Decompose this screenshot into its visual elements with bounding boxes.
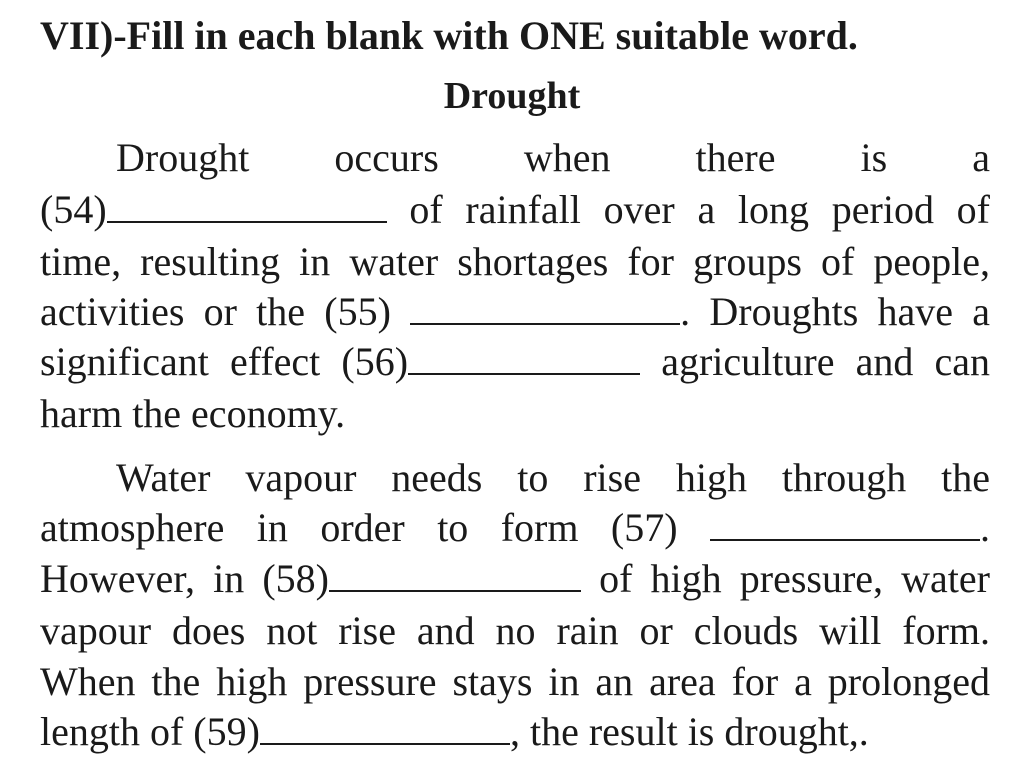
word: occurs xyxy=(334,135,439,180)
text: . Droughts have a xyxy=(680,289,990,334)
p2-line-1: Water vapour needs to rise high through the xyxy=(116,455,990,500)
word: when xyxy=(523,135,611,180)
p2-line-2 xyxy=(40,502,990,554)
text: activities or the (55) xyxy=(40,289,391,334)
p1-line-2 xyxy=(40,184,990,236)
p2-line-4: vapour does not rise and no rain or clouds will form. xyxy=(40,608,990,653)
text: atmosphere in order to form (57) xyxy=(40,505,678,550)
blank-55[interactable] xyxy=(410,289,680,325)
text: , the result is drought,. xyxy=(509,709,869,754)
blank-58[interactable] xyxy=(329,556,581,592)
p2-line-3 xyxy=(40,553,990,605)
text: length of (59) xyxy=(40,709,260,754)
word: there xyxy=(695,135,776,180)
word: Drought xyxy=(116,135,250,180)
p1-line-4 xyxy=(40,286,990,338)
blank-54[interactable] xyxy=(107,187,387,223)
passage-title: Drought xyxy=(443,75,581,117)
word: is xyxy=(860,135,888,180)
p1-line-3: time, resulting in water shortages for groups of people, xyxy=(40,239,990,284)
text: significant effect (56) xyxy=(40,339,409,384)
text: . xyxy=(980,505,991,550)
blank-number-54: (54) xyxy=(40,187,107,232)
blank-56[interactable] xyxy=(408,339,640,375)
p1-line-6: harm the economy. xyxy=(40,391,346,436)
p1-line-1 xyxy=(116,132,990,184)
p2-line-5: When the high pressure stays in an area for a prolonged xyxy=(40,659,990,704)
text: However, in (58) xyxy=(40,556,329,601)
text: agriculture and can xyxy=(661,339,990,384)
exercise-instruction: VII)-Fill in each blank with ONE suitable word. xyxy=(40,13,858,58)
text: of rainfall over a long period of xyxy=(409,187,990,232)
blank-59[interactable] xyxy=(260,709,510,745)
blank-57[interactable] xyxy=(710,505,980,541)
word: a xyxy=(972,135,991,180)
text: of high pressure, water xyxy=(599,556,990,601)
p1-line-5 xyxy=(40,336,990,388)
p2-line-6 xyxy=(40,706,990,758)
